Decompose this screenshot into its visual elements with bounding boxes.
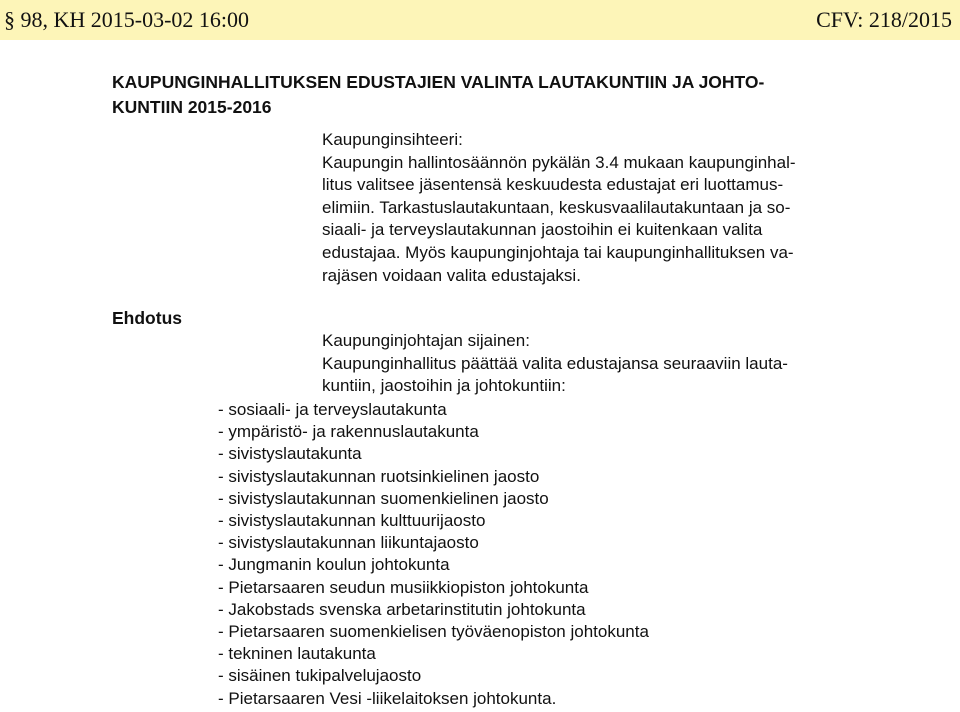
committee-list [218,399,649,710]
list-item: - sivistyslautakunnan ruotsinkielinen jaosto [218,466,540,486]
list-item: - sivistyslautakunta [218,444,362,464]
list-item: - sivistyslautakunnan liikuntajaosto [218,533,479,553]
case-number: CFV: 218/2015 [816,7,952,32]
preparer-role: Kaupunginsihteeri: [322,130,463,149]
list-item: - Pietarsaaren suomenkielisen työväenopiston johtokunta [218,622,649,642]
document-header [0,0,960,40]
proposal-statement [322,330,788,398]
list-item: - Jungmanin koulun johtokunta [218,555,450,575]
list-item: - Pietarsaaren seudun musiikkiopiston johtokunta [218,577,589,597]
list-item: - Pietarsaaren Vesi -liikelaitoksen johtokunta. [218,688,557,708]
body-line: Kaupunginhallitus päättää valita edustajansa seuraaviin lauta- [322,353,788,373]
list-item: - sivistyslautakunnan suomenkielinen jaosto [218,488,549,508]
list-item: - sivistyslautakunnan kulttuurijaosto [218,511,486,531]
title-line: KUNTIIN 2015-2016 [112,97,272,117]
list-item: - Jakobstads svenska arbetarinstitutin johtokunta [218,599,586,619]
title-line: KAUPUNGINHALLITUKSEN EDUSTAJIEN VALINTA LAUTAKUNTIIN JA JOHTO- [112,72,765,92]
list-item: - tekninen lautakunta [218,644,376,664]
body-line: Kaupungin hallintosäännön pykälän 3.4 mukaan kaupunginhal- [322,152,796,172]
document-title [112,70,872,120]
body-line: elimiin. Tarkastuslautakuntaan, keskusvaalilautakuntaan ja so- [322,197,791,217]
body-line: siaali- ja terveyslautakunnan jaostoihin ei kuitenkaan valita [322,220,763,240]
body-line: rajäsen voidaan valita edustajaksi. [322,265,581,285]
body-line: edustajaa. Myös kaupunginjohtaja tai kaupunginhallituksen va- [322,242,794,262]
proposer-role: Kaupunginjohtajan sijainen: [322,331,530,350]
proposal-label: Ehdotus [112,308,182,328]
body-line: kuntiin, jaostoihin ja johtokuntiin: [322,376,566,396]
preparer-statement [322,129,796,287]
meeting-reference: § 98, KH 2015-03-02 16:00 [4,7,250,32]
body-line: litus valitsee jäsentensä keskuudesta edustajat eri luottamus- [322,175,784,195]
list-item: - sosiaali- ja terveyslautakunta [218,400,447,419]
list-item: - sisäinen tukipalvelujaosto [218,666,422,686]
list-item: - ympäristö- ja rakennuslautakunta [218,422,479,442]
